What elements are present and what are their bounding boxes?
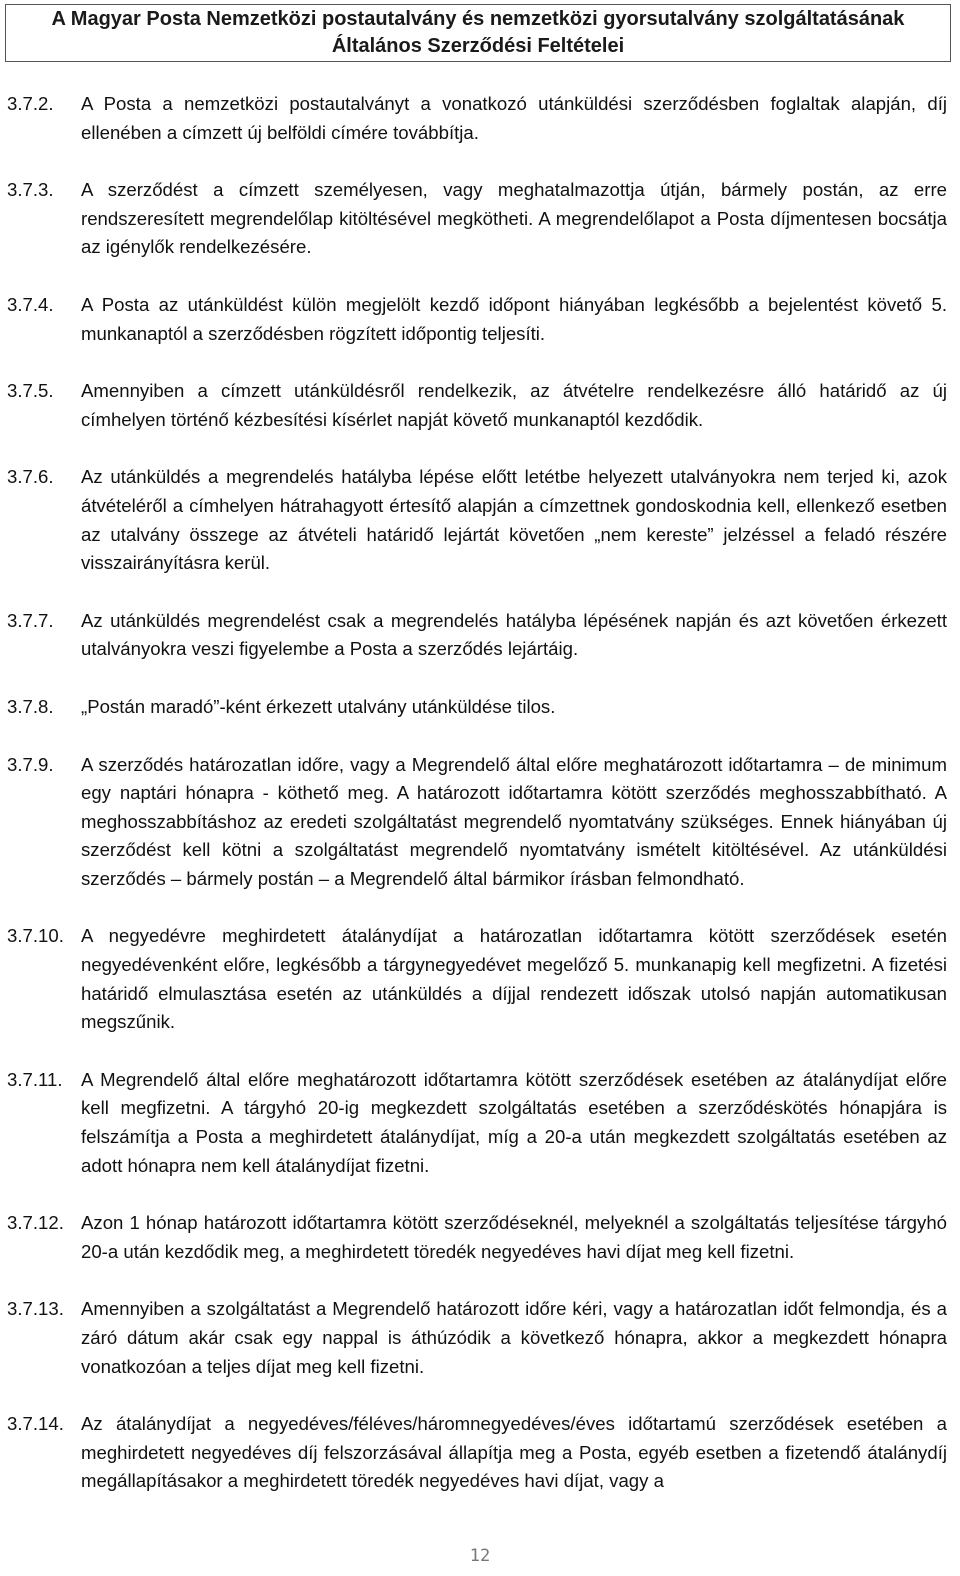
section-text: A negyedévre meghirdetett átalánydíjat a határozatlan időtartamra kötött szerződések esetén negyedévenként előre, legkésőbb a tárgynegyedévet megelőző 5. munkanapig kell megfizetni. A fizetési határidő elmulasztása esetén az utánküldés a díjjal rendezett időszak utolsó napján automatikusan megszűnik. [81, 925, 947, 1033]
section-number: 3.7.11. [7, 1068, 63, 1090]
section-text: A Posta a nemzetközi postautalványt a vonatkozó utánküldési szerződésben foglaltak alapján, díj ellenében a címzett új belföldi címére továbbítja. [81, 93, 947, 143]
section-number: 3.7.8. [7, 695, 54, 717]
section-number: 3.7.10. [7, 925, 64, 947]
header-title-line-2: Általános Szerződési Feltételei [331, 35, 625, 57]
section-text: „Postán maradó”-ként érkezett utalvány utánküldése tilos. [81, 695, 556, 717]
section-item [7, 463, 947, 577]
section-number: 3.7.7. [7, 609, 54, 631]
section-item [7, 1066, 947, 1180]
section-item [7, 693, 947, 722]
section-item [7, 176, 947, 262]
section-item [7, 291, 947, 348]
header-title-line-1: A Magyar Posta Nemzetközi postautalvány és nemzetközi gyorsutalvány szolgáltatásának [51, 8, 905, 30]
section-item [7, 751, 947, 894]
section-text: Amennyiben a címzett utánküldésről rendelkezik, az átvételre rendelkezésre álló határidő az új címhelyen történő kézbesítési kísérlet napját követő munkanaptól kezdődik. [81, 380, 947, 430]
section-text: Az utánküldés megrendelést csak a megrendelés hatályba lépésének napján és azt követően érkezett utalványokra veszi figyelembe a Posta a szerződés lejártáig. [81, 609, 947, 660]
section-item [7, 922, 947, 1036]
section-text: A szerződés határozatlan időre, vagy a Megrendelő által előre meghatározott időtartamra – de minimum egy naptári hónapra - köthető meg. A határozott időtartamra kötött szerződés meghosszabbítható. A meghosszabbításhoz az eredeti szolgáltatást megrendelő nyomtatvány szükséges. Ennek hiányában új szerződést kell kötni a szolgáltatást megrendelő nyomtatvány ismételt kitöltésével. Az utánküldési szerződés – bármely postán – a Megrendelő által bármikor írásban felmondható. [81, 753, 947, 889]
section-text: Az utánküldés a megrendelés hatályba lépése előtt letétbe helyezett utalványokra nem terjed ki, azok átvételéről a címhelyen hátrahagyott értesítő alapján a címzettnek gondoskodnia kell, ellenkező esetben az utalvány összege az átvételi határidő lejártát követően „nem kereste” jelzéssel a feladó részére visszairányításra kerül. [81, 466, 947, 574]
section-number: 3.7.5. [7, 380, 54, 402]
section-item [7, 1295, 947, 1381]
section-number: 3.7.12. [7, 1212, 64, 1234]
section-text: A Megrendelő által előre meghatározott időtartamra kötött szerződések esetében az átalánydíjat előre kell megfizetni. A tárgyhó 20-ig megkezdett szolgáltatás esetében a szerződéskötés hónapjára is felszámítja a Posta a meghirdetett átalánydíjat, míg a 20-a után megkezdett szolgáltatás esetében az adott hónapra nem kell átalánydíjat fizetni. [81, 1068, 947, 1176]
section-text: A Posta az utánküldést külön megjelölt kezdő időpont hiányában legkésőbb a bejelentést követő 5. munkanaptól a szerződésben rögzített időpontig teljesíti. [81, 293, 947, 344]
section-number: 3.7.6. [7, 466, 54, 488]
section-item [7, 1209, 947, 1266]
section-number: 3.7.14. [7, 1413, 64, 1435]
section-number: 3.7.13. [7, 1298, 64, 1320]
section-text: Az átalánydíjat a negyedéves/féléves/háromnegyedéves/éves időtartamú szerződések esetében a meghirdetett negyedéves díj felszorzásával állapítja meg a Posta, egyéb esetben a fizetendő átalánydíj megállapításakor a meghirdetett töredék negyedéves havi díjat, vagy a [81, 1413, 947, 1492]
section-item [7, 1410, 947, 1496]
section-item [7, 90, 947, 147]
section-text: A szerződést a címzett személyesen, vagy meghatalmazottja útján, bármely postán, az erre rendszeresített megrendelőlap kitöltésével megkötheti. A megrendelőlapot a Posta díjmentesen bocsátja az igénylők rendelkezésére. [81, 179, 947, 258]
section-list [7, 90, 947, 1525]
page-number: 12 [469, 1546, 491, 1566]
section-number: 3.7.4. [7, 293, 54, 315]
section-text: Amennyiben a szolgáltatást a Megrendelő határozott időre kéri, vagy a határozatlan időt felmondja, és a záró dátum akár csak egy nappal is áthúzódik a következő hónapra, akkor a megkezdett hónapra vonatkozóan a teljes díjat meg kell fizetni. [81, 1298, 947, 1377]
section-number: 3.7.9. [7, 753, 54, 775]
section-item [7, 377, 947, 434]
section-text: Azon 1 hónap határozott időtartamra kötött szerződéseknél, melyeknél a szolgáltatás teljesítése tárgyhó 20-a után kezdődik meg, a meghirdetett töredék negyedéves havi díjat meg kell fizetni. [81, 1212, 947, 1262]
section-number: 3.7.3. [7, 179, 54, 201]
section-item [7, 607, 947, 664]
section-number: 3.7.2. [7, 93, 54, 114]
document-header [5, 4, 951, 62]
